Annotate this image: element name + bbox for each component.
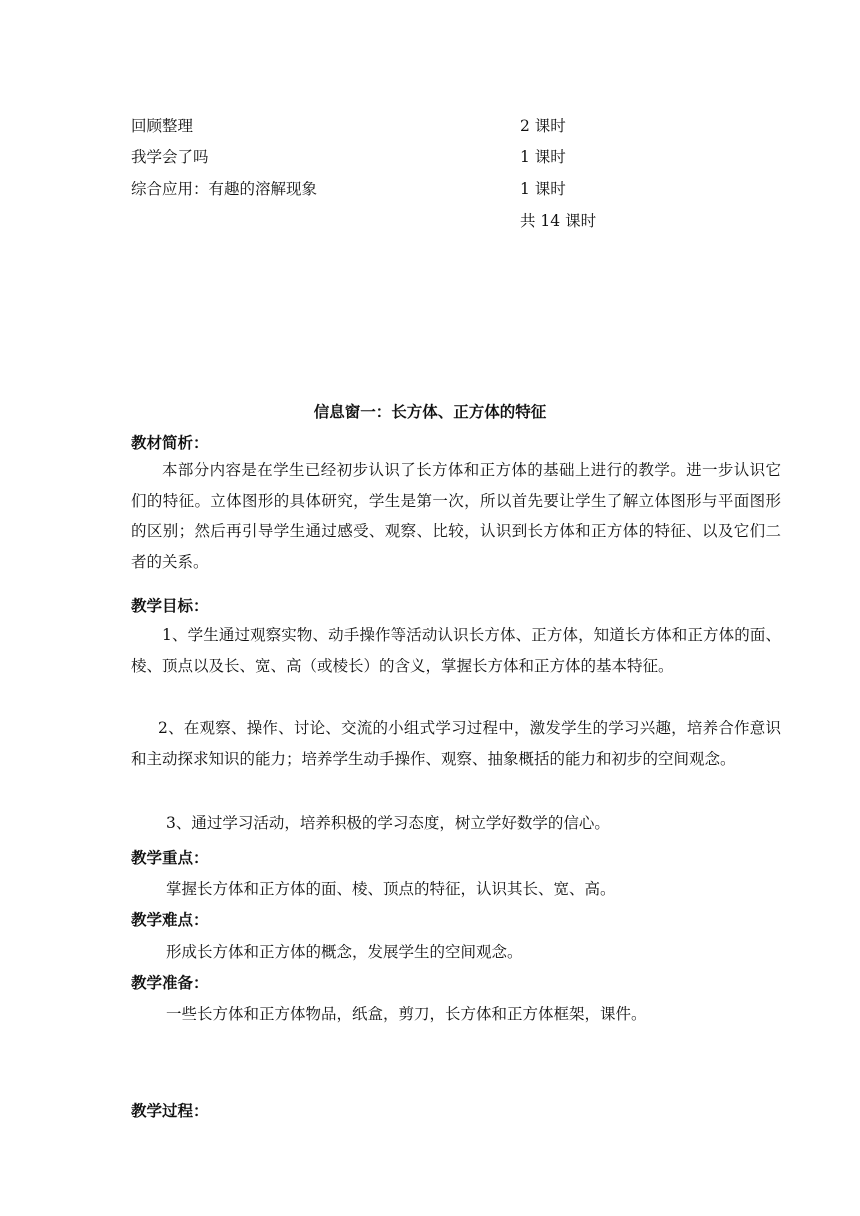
schedule-item-hours: 1 课时 [520, 148, 566, 166]
goal-item-2: 2、在观察、操作、讨论、交流的小组式学习过程中，激发学生的学习兴趣，培养合作意识和主动探求知识的能力；培养学生动手操作、观察、抽象概括的能力和初步的空间观念。 [131, 719, 781, 768]
prep-text: 一些长方体和正方体物品，纸盒，剪刀，长方体和正方体框架，课件。 [166, 1005, 647, 1023]
lesson-title: 信息窗一：长方体、正方体的特征 [313, 403, 547, 421]
material-heading: 教材简析： [131, 434, 209, 452]
goal-item-1: 1、学生通过观察实物、动手操作等活动认识长方体、正方体，知道长方体和正方体的面、棱、顶点以及长、宽、高（或棱长）的含义，掌握长方体和正方体的基本特征。 [131, 626, 781, 675]
difficulty-heading: 教学难点： [131, 911, 209, 929]
prep-heading: 教学准备： [131, 974, 209, 992]
goal-item-3: 3、通过学习活动，培养积极的学习态度，树立学好数学的信心。 [166, 814, 610, 832]
key-heading: 教学重点： [131, 849, 209, 867]
goals-heading: 教学目标： [131, 597, 209, 615]
schedule-item-name: 我学会了吗 [131, 148, 209, 166]
schedule-item-name: 综合应用：有趣的溶解现象 [131, 180, 318, 198]
schedule-item-hours: 1 课时 [520, 180, 566, 198]
material-paragraph: 本部分内容是在学生已经初步认识了长方体和正方体的基础上进行的教学。进一步认识它们的特征。立体图形的具体研究，学生是第一次，所以首先要让学生了解立体图形与平面图形的区别；然后再引导学生通过感受、观察、比较，认识到长方体和正方体的特征、以及它们二者的关系。 [131, 461, 781, 571]
schedule-item-hours: 2 课时 [520, 117, 566, 135]
key-text: 掌握长方体和正方体的面、棱、顶点的特征，认识其长、宽、高。 [166, 880, 616, 898]
difficulty-text: 形成长方体和正方体的概念，发展学生的空间观念。 [166, 943, 523, 961]
schedule-total: 共 14 课时 [520, 212, 597, 230]
process-heading: 教学过程： [131, 1102, 209, 1120]
schedule-item-name: 回顾整理 [131, 117, 194, 135]
